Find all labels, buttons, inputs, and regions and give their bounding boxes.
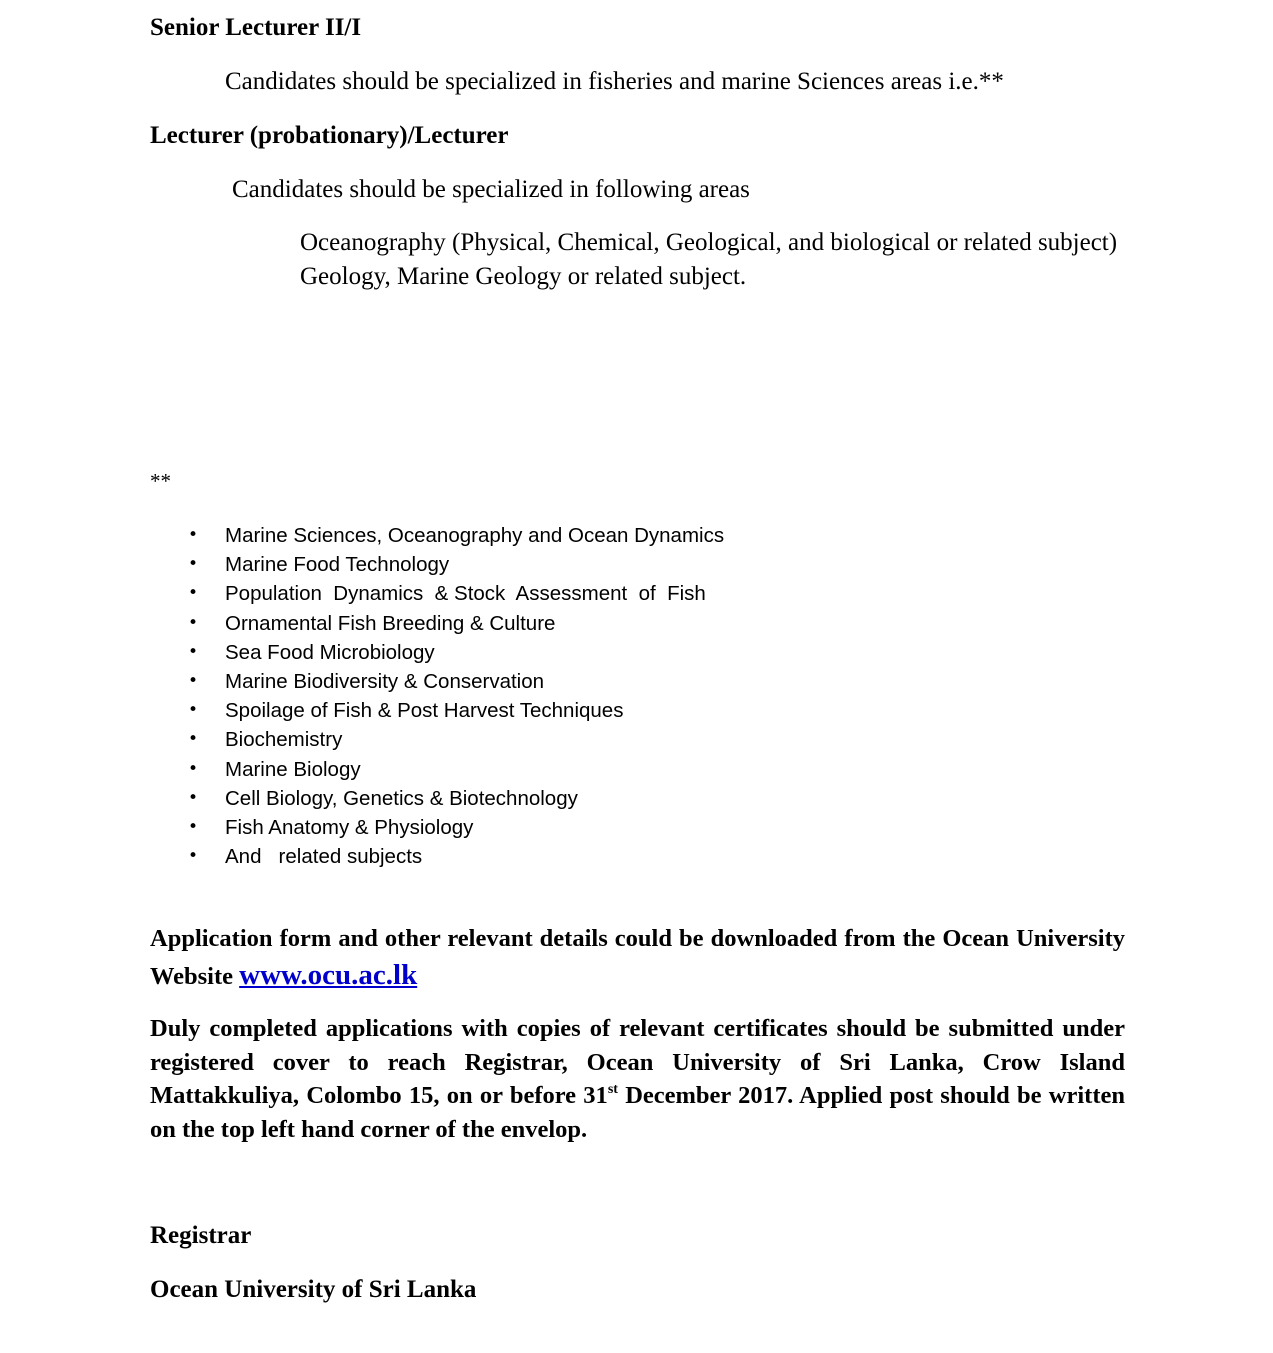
- bullet-icon: •: [188, 525, 199, 545]
- list-item: • Fish Anatomy & Physiology: [150, 813, 850, 842]
- list-item: • Population Dynamics & Stock Assessment of Fish: [150, 579, 850, 608]
- footnote-marker: **: [150, 469, 171, 493]
- list-item: • Sea Food Microbiology: [150, 638, 850, 667]
- submission-paragraph: [150, 1012, 1125, 1146]
- specialization-list: [150, 521, 850, 871]
- bullet-icon: •: [188, 816, 199, 837]
- date-suffix: st: [607, 1082, 618, 1097]
- application-paragraph: [150, 920, 1125, 995]
- list-item: • Biochemistry: [150, 725, 850, 754]
- bullet-icon: •: [188, 846, 199, 867]
- lecturer-intro: Candidates should be specialized in following areas: [232, 176, 750, 203]
- signature-organization: Ocean University of Sri Lanka: [150, 1276, 477, 1303]
- list-item: • Cell Biology, Genetics & Biotechnology: [150, 784, 850, 813]
- lecturer-area-geology: Geology, Marine Geology or related subject.: [300, 263, 747, 290]
- submission-text-part1: Duly completed applications with copies of relevant certificates should be submitted under registered cover to reach Registrar, Ocean University of Sri Lanka, Crow Island Mattakkuliya, Colombo 15, on or before 31: [150, 1015, 1125, 1109]
- bullet-icon: •: [188, 612, 199, 633]
- senior-lecturer-description: Candidates should be specialized in fisheries and marine Sciences areas i.e.**: [225, 68, 1004, 95]
- list-item: • Marine Sciences, Oceanography and Ocean Dynamics: [150, 521, 850, 550]
- bullet-icon: •: [188, 641, 199, 662]
- bullet-icon: •: [188, 729, 199, 750]
- signature-title: Registrar: [150, 1222, 252, 1249]
- website-link[interactable]: www.ocu.ac.lk: [239, 959, 418, 991]
- bullet-icon: •: [188, 700, 199, 721]
- bullet-icon: •: [188, 758, 199, 779]
- submission-text-part2: December 2017. Applied post should be written on the top left hand corner of the envelop.: [150, 1082, 1125, 1143]
- list-item: • Spoilage of Fish & Post Harvest Techniques: [150, 696, 850, 725]
- bullet-icon: •: [188, 554, 199, 575]
- lecturer-heading: Lecturer (probationary)/Lecturer: [150, 122, 509, 149]
- senior-lecturer-heading: Senior Lecturer II/I: [150, 14, 362, 41]
- list-item: • Marine Biodiversity & Conservation: [150, 667, 850, 696]
- lecturer-area-oceanography: Oceanography (Physical, Chemical, Geological, and biological or related subject): [300, 229, 1118, 256]
- list-item: • Marine Food Technology: [150, 550, 850, 579]
- bullet-icon: •: [188, 583, 199, 604]
- bullet-icon: •: [188, 670, 199, 691]
- application-text: Application form and other relevant details could be downloaded from the Ocean University Website: [150, 925, 1125, 990]
- list-item: • Ornamental Fish Breeding & Culture: [150, 609, 850, 638]
- list-item: • Marine Biology: [150, 755, 850, 784]
- list-item: • And related subjects: [150, 842, 850, 871]
- bullet-icon: •: [188, 787, 199, 808]
